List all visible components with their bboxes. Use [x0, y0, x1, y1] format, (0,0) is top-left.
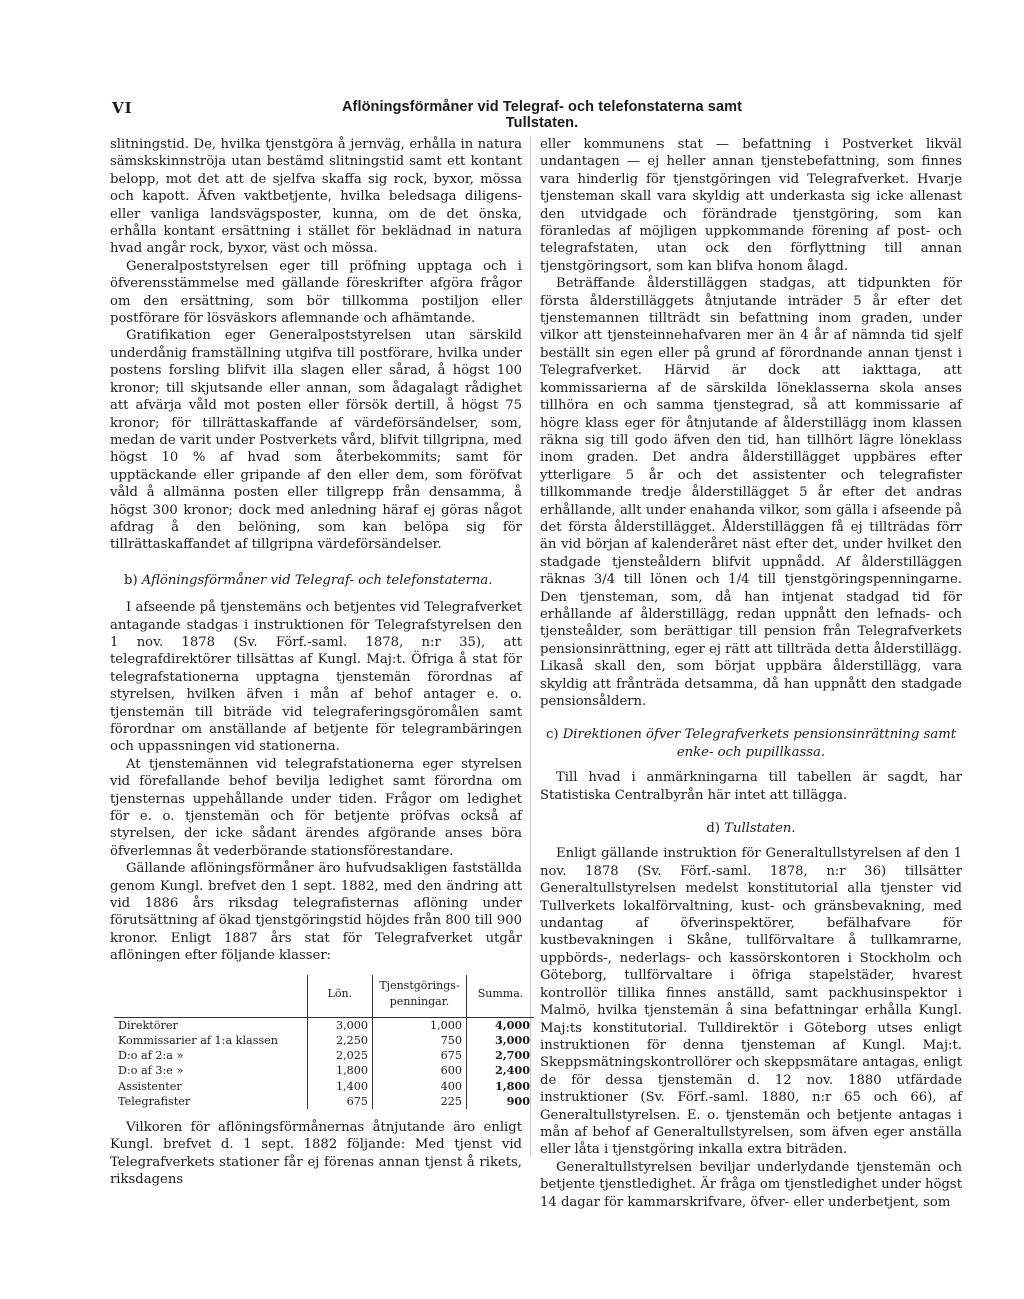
salary-cell: 2,025	[307, 1048, 373, 1063]
table-row	[114, 1094, 534, 1109]
category-cell: Telegrafister	[118, 1094, 191, 1108]
paragraph: Vilkoren för aflöningsförmånernas åtnjutande äro enligt Kungl. brefvet d. 1 sept. 1882 följande: Med tjenst vid Telegrafverkets stationer får ej förenas annan tjenst å rikets, riksdagens	[110, 1119, 522, 1188]
section-title: Direktionen öfver Telegrafverkets pensionsinrättning samt enke- och pupillkassa.	[562, 727, 956, 760]
service-pay-cell: 1,000	[373, 1017, 467, 1033]
paragraph: Generaltullstyrelsen beviljar underlydande tjenstemän och betjente tjenstledighet. Är fråga om tjenstledighet under högst 14 dagar för kammarskrifvare, öfver- eller underbetjent, som	[540, 1159, 962, 1210]
section-heading-b	[110, 572, 522, 589]
column-header-total: Summa.	[466, 975, 534, 1018]
page-header	[112, 99, 952, 131]
section-letter: b)	[124, 572, 138, 588]
total-cell: 4,000	[466, 1017, 534, 1033]
total-cell: 2,400	[466, 1063, 534, 1078]
section-heading-d	[540, 820, 962, 837]
table-row	[114, 1033, 534, 1048]
salary-cell: 3,000	[307, 1017, 373, 1033]
category-cell: D:o af 2:a »	[118, 1049, 184, 1063]
running-title: Aflöningsförmåner vid Telegraf- och telefonstaterna samt Tullstaten.	[341, 99, 743, 131]
column-header-salary: Lön.	[307, 975, 373, 1018]
total-cell: 3,000	[466, 1033, 534, 1048]
total-cell: 900	[466, 1094, 534, 1109]
left-column	[110, 136, 530, 1189]
column-header-service-pay: Tjenstgörings-penningar.	[373, 975, 467, 1018]
section-title: Tullstaten.	[724, 821, 796, 837]
paragraph: Gratifikation eger Generalpoststyrelsen utan särskild underdånig framställning utgifva till postförare, hvilka under postens forsling blifvit illa slagen eller sårad, å högst 100 kronor; till skjutsande eller annan, som ådagalagt rådighet att afvärja våld mot posten eller försök dertill, å högst 75 kronor; för tillrättaskaffande af värdeförsändelser, som, medan de varit under Postverkets vård, blifvit tillgripna, med högst 10 % af hvad som återbekommits; samt för upptäckande eller gripande af den eller dem, som föröfvat våld å allmänna posten eller tillgrepp från densamma, å högst 300 kronor; dock med anledning häraf ej göras något afdrag å den belöning, som kan belöpa sig för tillrättaskaffandet af tillgripna värdeförsändelser.	[110, 328, 522, 553]
service-pay-cell: 750	[373, 1033, 467, 1048]
category-cell: Assistenter	[118, 1079, 182, 1093]
right-column	[540, 136, 962, 1211]
paragraph: Gällande aflöningsförmåner äro hufvudsakligen fastställda genom Kungl. brefvet den 1 sept. 1882, med den ändring att vid 1886 års riksdag telegrafisternas aflöning under förutsättning af ökad tjenstgöringstid höjdes från 800 till 900 kronor. Enligt 1887 års stat för Telegrafverket utgår aflöningen efter följande klasser:	[110, 861, 522, 964]
column-header-category	[114, 975, 307, 1018]
total-cell: 1,800	[466, 1079, 534, 1094]
section-letter: d)	[706, 821, 720, 837]
paragraph: At tjenstemännen vid telegrafstationerna eger styrelsen vid förefallande behof bevilja ledighet samt förordna om tjensternas uppehållande under tiden. Frågor om ledighet för e. o. tjenstemän och för betjente pröfvas också af styrelsen, der icke sådant ärendes afgörande anses böra öfverlemnas åt vederbörande stationsförestandare.	[110, 756, 522, 859]
service-pay-cell: 225	[373, 1094, 467, 1109]
section-title: Aflöningsförmåner vid Telegraf- och telefonstaterna.	[141, 572, 493, 588]
table-row	[114, 1063, 534, 1078]
table-row	[114, 1017, 534, 1033]
service-pay-cell: 400	[373, 1079, 467, 1094]
section-letter: c)	[545, 727, 559, 743]
service-pay-cell: 675	[373, 1048, 467, 1063]
category-cell: Direktörer	[118, 1018, 178, 1032]
salary-cell: 1,800	[307, 1063, 373, 1078]
category-cell: Kommissarier af 1:a klassen	[118, 1033, 279, 1047]
section-heading-c	[540, 726, 962, 761]
table-row	[114, 1048, 534, 1063]
paragraph: Beträffande ålderstilläggen stadgas, att tidpunkten för första ålderstilläggets åtnjutande inträder 5 år efter det tjenstemannen tillträdt sin befattning inom graden, under vilkor att tjensteinnehafvaren mer än 4 år af nämnda tid sjelf beställt sin egen eller på grund af förordnande annan tjenst i Telegrafverket. Härvid är dock att iakttaga, att kommissarierna af de särskilda löneklasserna skola anses tillhöra en och samma tjenstegrad, så att kommissarie af högre klass eger för åtnjutande af ålderstillägg inom klassen räkna sig till godo äfven den tid, han tillhört lägre löneklass inom graden. Det andra ålderstillägget uppbäres efter ytterligare 5 år och det assistenter och telegrafister tillkommande tredje ålderstillägget 5 år efter det andras erhållande, allt under enahanda vilkor, som gälla i afseende på det första ålderstillägget. Ålderstilläggen få ej tillträdas förr än vid början af kalenderåret näst efter det, under hvilket den stadgade tjensteåldern blifvit uppnådd. Af ålderstilläggen räknas 3/4 till lönen och 1/4 till tjenstgöringspenningarne. Den tjensteman, som, då han intjenat stadgad tid för erhållande af ålderstillägg, redan uppnått den lefnads- och tjensteålder, som berättigar till pension från Telegrafverkets pensionsinrättning, eger ej rätt att tillträda detta ålderstillägg. Likaså skall den, som börjat uppbära ålderstillägg, vara skyldig att frånträda detsamma, då han uppnått den stadgade pensionsåldern.	[540, 276, 962, 709]
paragraph: Till hvad i anmärkningarna till tabellen är sagdt, har Statistiska Centralbyrån här intet att tillägga.	[540, 770, 962, 803]
service-pay-cell: 600	[373, 1063, 467, 1078]
paragraph: eller kommunens stat — befattning i Postverket likväl undantagen — ej heller annan tjenstebefattning, som finnes vara hinderlig för tjenstgöringen vid Telegrafverket. Hvarje tjensteman skall vara skyldig att underkasta sig icke allenast den utvidgade och förändrade tjenstgöring, som kan föranledas af möjligen uppkommande förening af post- och telegrafstaten, utan ock den förflyttning till annan tjenstgöringsort, som kan blifva honom ålagd.	[540, 137, 962, 274]
paragraph: Generalpoststyrelsen eger till pröfning upptaga och i öfverensstämmelse med gällande föreskrifter afgöra frågor om den ersättning, som bör tillkomma postiljon eller postförare för lösväskors aflemnande och afhämtande.	[110, 258, 522, 327]
salary-cell: 2,250	[307, 1033, 373, 1048]
total-cell: 2,700	[466, 1048, 534, 1063]
paragraph: I afseende på tjenstemäns och betjentes vid Telegrafverket antagande stadgas i instruktionen för Telegrafstyrelsen den 1 nov. 1878 (Sv. Förf.-saml. 1878, n:r 35), att telegrafdirektörer tillsättas af Kungl. Maj:t. Öfriga å stat för telegrafstationerna upptagna tjenstemän förordnas af styrelsen, hvilken äfven i mån af behof antager e. o. tjenstemän till biträde vid telegraferingsgöromålen samt förordnar om anställande af betjente för telegrambäringen och uppassningen vid stationerna.	[110, 600, 522, 755]
salary-table	[114, 975, 534, 1109]
salary-cell: 675	[307, 1094, 373, 1109]
page-number: VI	[112, 99, 133, 117]
paragraph: slitningstid. De, hvilka tjenstgöra å jernväg, erhålla in natura sämskskinnströja utan bestämd slitningstid samt ett kontant belopp, mot det att de sjelfva skaffa sig rock, byxor, mössa och kapott. Äfven vaktbetjente, hvilka beledsaga diligens- eller vanliga landsvägsposter, kunna, om de det önska, erhålla kontant ersättning i stället för beklädnad in natura hvad angår rock, byxor, väst och mössa.	[110, 137, 522, 257]
paragraph: Enligt gällande instruktion för Generaltullstyrelsen af den 1 nov. 1878 (Sv. Förf.-saml. 1878, n:r 36) tillsätter Generaltullstyrelsen medelst konstitutorial alla tjenster vid Tullverkets lokalförvaltning, kust- och gränsbevakning, med undantag af öfverinspektörer, befälhafvare för kustbevakningen i Skåne, tullförvaltare å tullkamrarne, uppbörds-, nederlags- och kassörskontoren i Stockholm och Göteborg, tullförvaltare i öfriga stapelstäder, hvarest kontrollör tillika finnes anställd, samt packhusinspektor i Malmö, hvilka tjenstemän å sina befattningar erhålla Kungl. Maj:ts konstitutorial. Tulldirektör i Göteborg utses enligt instruktionen för denna tjensteman af Kungl. Maj:t. Skeppsmätningskontrollörer och skeppsmätare antagas, enligt de för dessa tjenstemän d. 12 nov. 1880 utfärdade instruktioner (Sv. Förf.-saml. 1880, n:r 65 och 66), af Generaltullstyrelsen. E. o. tjenstemän och betjente antagas i mån af behof af Generaltullstyrelsen, som äfven eger anställa eller låta i tjenstgöring inkalla extra biträden.	[540, 846, 962, 1158]
category-cell: D:o af 3:e »	[118, 1064, 184, 1078]
table-row	[114, 1079, 534, 1094]
salary-cell: 1,400	[307, 1079, 373, 1094]
table-header-row	[114, 975, 534, 1018]
